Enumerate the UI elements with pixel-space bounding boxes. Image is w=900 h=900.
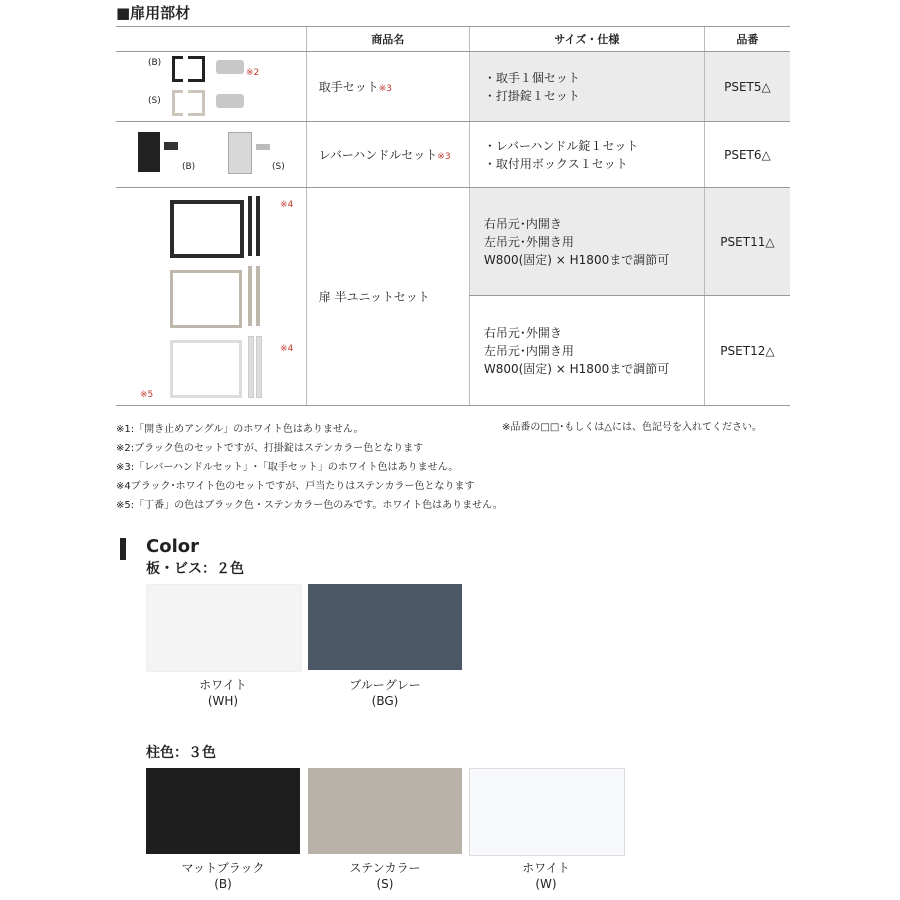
image-label-stainless: (S) [272,162,285,172]
footnote: ※3:「レバーハンドルセット」･「取手セット」のホワイト色はありません。 [116,462,459,473]
product-name: 扉 半ユニットセット [318,290,430,304]
handle-black-icon [172,56,183,82]
lever-stainless-icon [256,144,270,150]
post-black-icon [248,196,252,256]
swatch-name: ホワイト [199,678,247,692]
lever-lock-black-icon [138,132,160,172]
post-black-icon [256,196,260,256]
spec-line: 左吊元･内開き用 [483,343,574,358]
swatch-name: ステンカラー [349,861,421,875]
spec-line: 左吊元･外開き用 [483,234,574,249]
spec-line: W800(固定) × H1800まで調節可 [483,252,670,267]
spec-line: ・レバーハンドル錠１セット [483,138,639,153]
frame-black-icon [170,200,244,258]
swatch-code: (WH) [207,694,239,708]
spec-line: ・取手１個セット [483,70,580,85]
post-stainless-icon [248,266,252,326]
post-white-icon [248,336,254,398]
product-code: PSET12△ [704,296,790,406]
table-row [116,52,790,122]
spec-line: W800(固定) × H1800まで調節可 [483,361,670,376]
code-note: ※品番の□□･もしくは△には、色記号を入れてください。 [502,422,762,433]
footnote: ※2:ブラック色のセットですが、打掛錠はステンカラー色となります [116,443,424,454]
spec-line: ・打掛錠１セット [483,88,580,103]
footnotes [116,420,503,515]
lever-lock-stainless-icon [228,132,252,174]
table-header-code: 品番 [704,27,790,52]
color-title: Color [146,536,199,557]
product-code: PSET5△ [704,52,790,122]
product-name: レバーハンドルセット [318,148,438,162]
footnote: ※5:「丁番」の色はブラック色・ステンカラー色のみです。ホワイト色はありません。 [116,500,503,511]
image-label-black: (B) [182,162,196,172]
post-color-title: 柱色：３色 [146,745,216,761]
product-name: 取手セット [318,80,379,94]
mark-4: ※4 [280,200,294,210]
swatch-code: (W) [535,877,557,891]
product-code: PSET11△ [704,188,790,296]
product-image-lever-set [116,122,306,188]
image-label-black: (B) [148,58,162,68]
swatch-stainless [308,768,462,854]
swatch-name: マットブラック [181,861,265,875]
swatch-matte-black [146,768,300,854]
table-header-spec: サイズ・仕様 [469,27,704,52]
table-header-name: 商品名 [306,27,469,52]
table-header-row [116,27,790,52]
mark-4: ※4 [280,344,294,354]
product-code: PSET6△ [704,122,790,188]
lever-black-icon [164,142,178,150]
table-row [116,188,790,296]
latch-icon [216,60,244,74]
mark-2: ※2 [246,68,260,78]
heading-bar [120,538,126,560]
swatch-blue-grey [308,584,462,670]
board-color-title: 板・ビス：２色 [146,561,244,577]
swatch-white [146,584,302,672]
handle-black-icon [188,56,205,82]
post-stainless-icon [256,266,260,326]
spec-line: 右吊元･外開き [483,325,562,340]
table-header-image [116,27,306,52]
swatch-code: (B) [214,877,232,891]
parts-table [116,26,790,406]
swatch-code: (S) [376,877,394,891]
handle-stainless-icon [172,90,183,116]
spec-line: ・取付用ボックス１セット [483,156,628,171]
mark-3: ※3 [378,84,393,94]
latch-icon [216,94,244,108]
frame-white-icon [170,340,242,398]
swatch-code: (BG) [371,694,399,708]
swatch-name: ブルーグレー [349,678,421,692]
footnote: ※4ブラック･ホワイト色のセットですが、戸当たりはステンカラー色となります [116,481,475,492]
product-image-handle-set [116,52,306,122]
product-image-half-unit-set [116,188,306,406]
swatch-white-post [469,768,625,856]
mark-3: ※3 [437,152,451,162]
section-title: ■扉用部材 [116,4,191,22]
handle-stainless-icon [188,90,205,116]
swatch-name: ホワイト [522,861,570,875]
frame-stainless-icon [170,270,242,328]
mark-5: ※5 [140,390,154,400]
table-row [116,122,790,188]
image-label-stainless: (S) [148,96,161,106]
spec-line: 右吊元･内開き [483,216,562,231]
footnote: ※1:「開き止めアングル」のホワイト色はありません。 [116,424,364,435]
post-white-icon [256,336,262,398]
